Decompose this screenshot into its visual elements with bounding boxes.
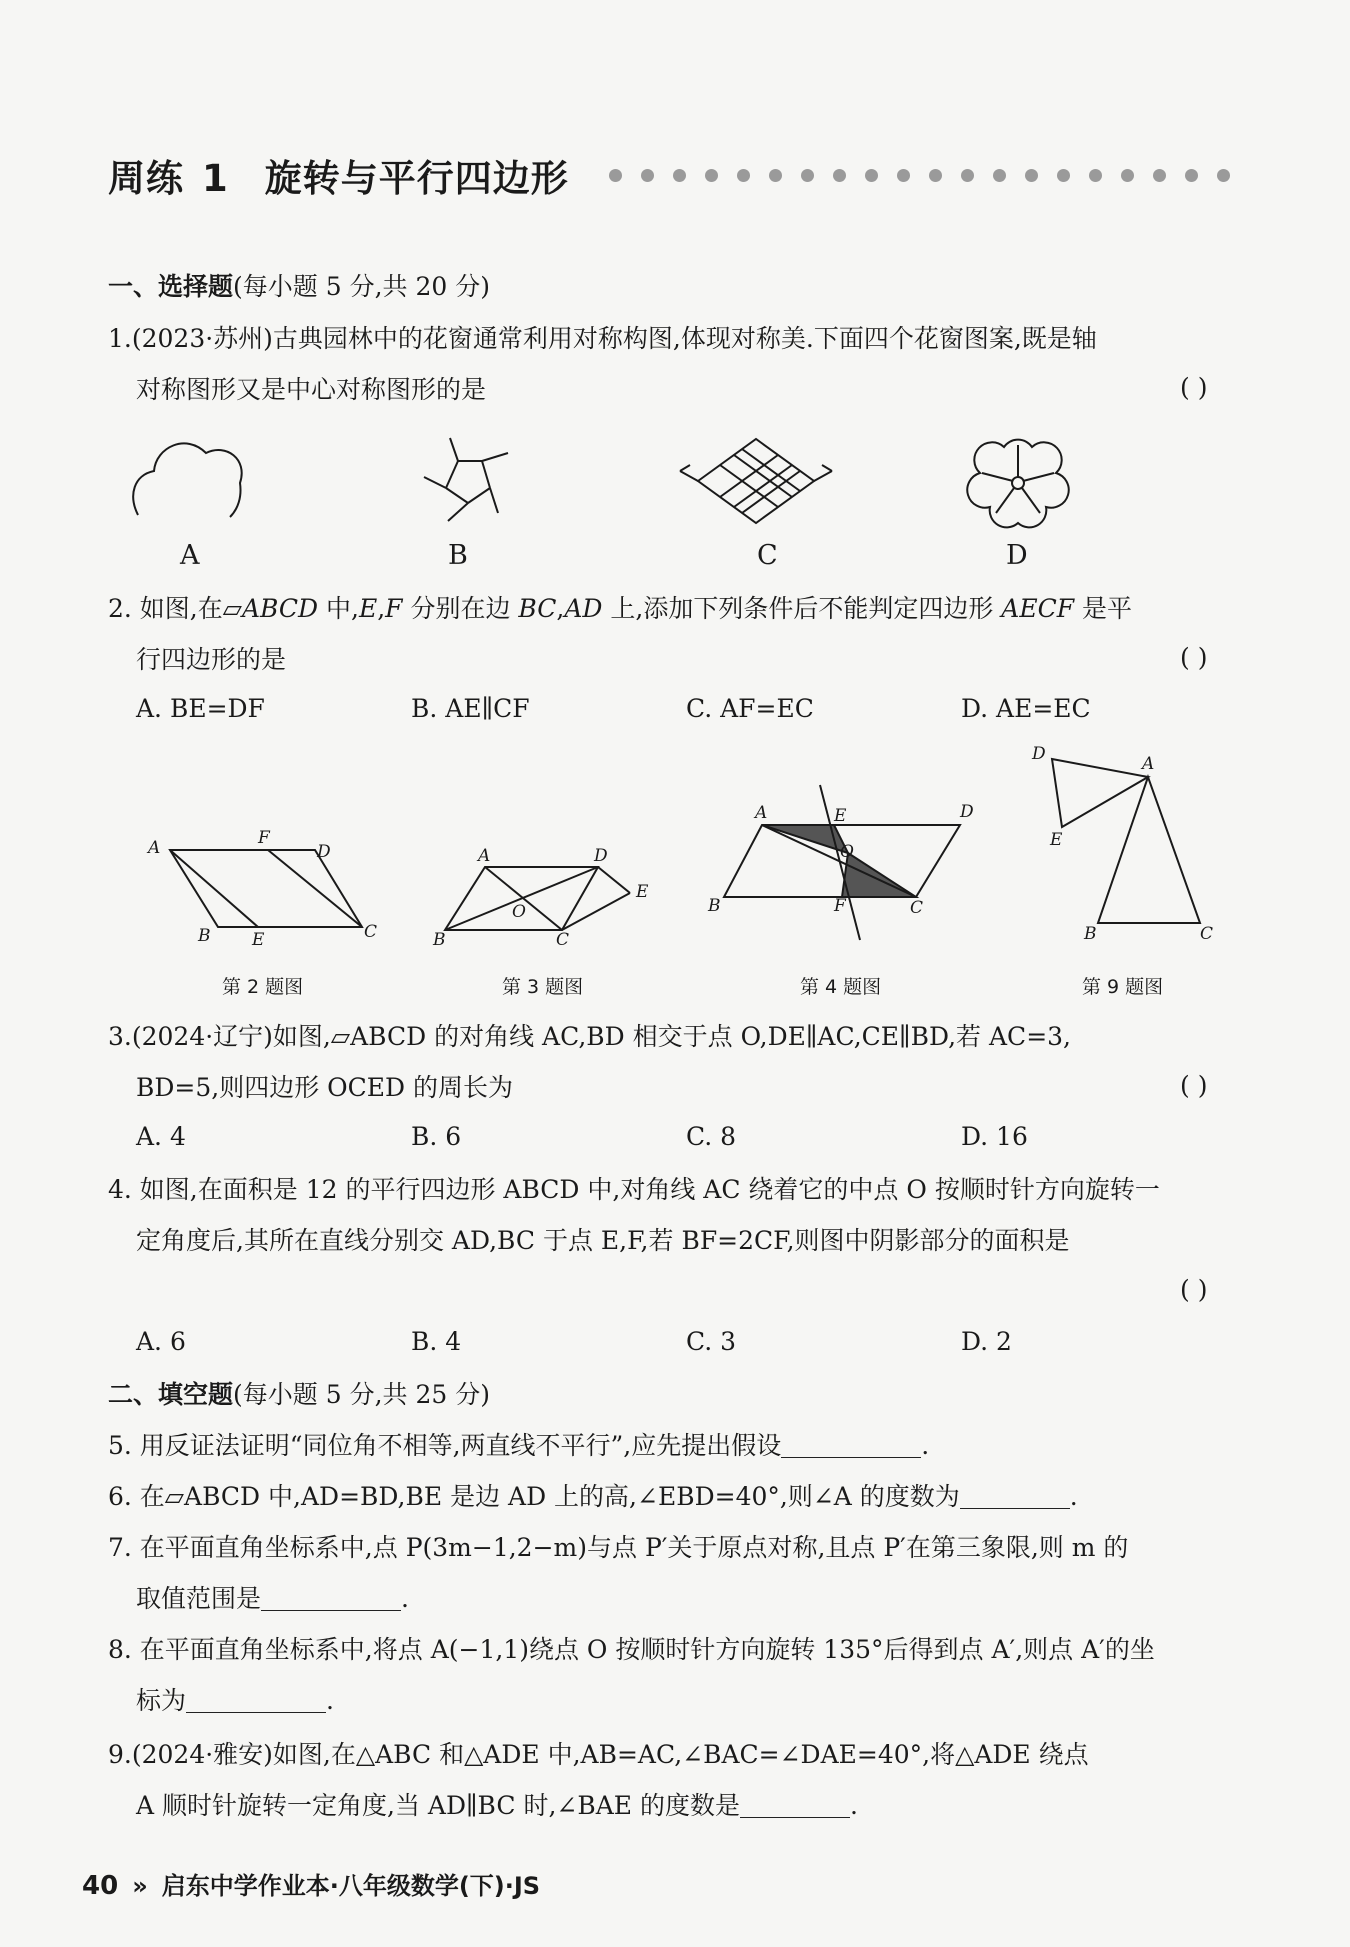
fig3-label-e: E [636, 882, 649, 902]
figure-b-pinwheel [424, 438, 508, 521]
fig9-triangles [1052, 759, 1200, 923]
q7-line2 [136, 1582, 409, 1616]
title-main: 旋转与平行四边形 [264, 157, 569, 200]
q2-option-c[interactable]: C. AF=EC [686, 694, 814, 723]
dot [1185, 169, 1198, 182]
q1-label-a: A [180, 540, 200, 571]
q8-answer-blank[interactable] [186, 1688, 326, 1713]
dot [1121, 169, 1134, 182]
q9-line1: 9.(2024·雅安)如图,在△ABC 和△ADE 中,AB=AC,∠BAC=∠DAE=40°,将△ADE 绕点 [108, 1740, 1089, 1769]
page-number: 40 [82, 1871, 119, 1901]
dot [801, 169, 814, 182]
q4-line2: 定角度后,其所在直线分别交 AD,BC 于点 E,F,若 BF=2CF,则图中阴影部分的面积是 [136, 1226, 1070, 1255]
q3-option-c[interactable]: C. 8 [686, 1122, 737, 1151]
dot [1217, 169, 1230, 182]
q7-answer-blank[interactable] [261, 1586, 401, 1611]
fig9-label-b: B [1084, 924, 1097, 944]
q2-option-b[interactable]: B. AE∥CF [411, 694, 530, 723]
q2-option-a[interactable]: A. BE=DF [136, 694, 265, 723]
q7-line1: 7. 在平面直角坐标系中,点 P(3m−1,2−m)与点 P′关于原点对称,且点 P′在第三象限,则 m 的 [108, 1533, 1129, 1562]
fig3-label-d: D [594, 846, 608, 866]
q2-text: 上,添加下列条件后不能判定四边形 [602, 594, 1002, 623]
q2-option-d[interactable]: D. AE=EC [961, 694, 1091, 723]
fig9-label-c: C [1200, 924, 1214, 944]
fig2-label-a: A [148, 838, 161, 858]
q6-end: . [1069, 1482, 1078, 1511]
dot [769, 169, 782, 182]
q1-line2: 对称图形又是中心对称图形的是 [136, 375, 487, 404]
q2-var: E [358, 594, 378, 623]
q4-option-a[interactable]: A. 6 [136, 1327, 186, 1356]
fig4-caption: 第 4 题图 [800, 976, 882, 998]
q3-option-a[interactable]: A. 4 [136, 1122, 186, 1151]
dot [865, 169, 878, 182]
q2-line1 [108, 592, 1132, 626]
dot [673, 169, 686, 182]
q2-text: , [377, 594, 386, 623]
q2-text: 2. 如图,在▱ [108, 594, 242, 623]
fig4-label-e: E [834, 806, 847, 826]
q1-answer-paren[interactable]: ( ) [1180, 373, 1208, 402]
q2-options [136, 694, 1236, 723]
q7-end: . [401, 1584, 409, 1613]
q7-text: 取值范围是 [136, 1584, 262, 1613]
q3-line2: BD=5,则四边形 OCED 的周长为 [136, 1073, 514, 1102]
fig4-label-d: D [960, 802, 974, 822]
fig4-label-c: C [910, 898, 924, 918]
q4-line1: 4. 如图,在面积是 12 的平行四边形 ABCD 中,对角线 AC 绕着它的中点 O 按顺时针方向旋转一 [108, 1175, 1160, 1204]
q2-var: AD [564, 594, 603, 623]
q4-option-b[interactable]: B. 4 [411, 1327, 462, 1356]
fig3-label-b: B [433, 930, 446, 950]
figure-d-flower [967, 440, 1068, 528]
fig2-label-e: E [252, 930, 265, 950]
q2-text: 分别在边 [402, 594, 519, 623]
q5-text: 5. 用反证法证明“同位角不相等,两直线不平行”,应先提出假设 [108, 1431, 782, 1460]
fig2-caption: 第 2 题图 [222, 976, 304, 998]
q5-line [108, 1429, 929, 1463]
section1-title: 一、选择题 [108, 272, 234, 301]
decorative-dots [609, 169, 1230, 182]
title-prefix: 周练 [108, 157, 184, 200]
q4-option-d[interactable]: D. 2 [961, 1327, 1012, 1356]
q8-line1: 8. 在平面直角坐标系中,将点 A(−1,1)绕点 O 按顺时针方向旋转 135°后得到点 A′,则点 A′的坐 [108, 1635, 1155, 1664]
fig2-label-d: D [317, 842, 331, 862]
q4-answer-paren[interactable]: ( ) [1180, 1275, 1208, 1304]
q8-end: . [326, 1686, 334, 1715]
section1-heading [108, 270, 490, 304]
q1-window-figures [120, 425, 1080, 530]
q1-line1: 1.(2023·苏州)古典园林中的花窗通常利用对称构图,体现对称美.下面四个花窗图案,既是轴 [108, 324, 1097, 353]
q2-var: ABCD [241, 594, 319, 623]
fig4-label-f: F [834, 896, 846, 916]
dot [609, 169, 622, 182]
dot [641, 169, 654, 182]
dot [993, 169, 1006, 182]
fig2-label-f: F [258, 828, 270, 848]
dot [1153, 169, 1166, 182]
q3-option-d[interactable]: D. 16 [961, 1122, 1028, 1151]
fig3-label-o: O [512, 902, 526, 922]
fig2-label-c: C [364, 922, 378, 942]
fig9-label-d: D [1032, 745, 1046, 764]
q5-end: . [921, 1431, 930, 1460]
q2-line2: 行四边形的是 [136, 645, 287, 674]
q2-var: F [385, 594, 403, 623]
q3-options [136, 1122, 1236, 1151]
q3-line1: 3.(2024·辽宁)如图,▱ABCD 的对角线 AC,BD 相交于点 O,DE∥AC,CE∥BD,若 AC=3, [108, 1022, 1071, 1051]
q8-line2 [136, 1684, 334, 1718]
dot [897, 169, 910, 182]
q9-line2 [136, 1789, 858, 1823]
title-row [108, 145, 1328, 205]
fig4-label-o: O [840, 842, 854, 862]
fig9-label-e: E [1050, 830, 1063, 850]
q4-options [136, 1327, 1236, 1356]
dot [1057, 169, 1070, 182]
title-number: 1 [202, 157, 229, 200]
q2-var: BC [518, 594, 557, 623]
q9-answer-blank[interactable] [740, 1793, 850, 1818]
q9-end: . [849, 1791, 858, 1820]
q2-text: , [556, 594, 565, 623]
q9-text: A 顺时针旋转一定角度,当 AD∥BC 时,∠BAE 的度数是 [136, 1791, 740, 1820]
dot [961, 169, 974, 182]
section2-note: (每小题 5 分,共 25 分) [233, 1380, 490, 1409]
fig4-label-b: B [708, 896, 721, 916]
q3-option-b[interactable]: B. 6 [411, 1122, 462, 1151]
fig3-parallelogram [445, 867, 630, 930]
q2-text: 是平 [1074, 594, 1133, 623]
fig2-parallelogram [170, 850, 362, 927]
dot [833, 169, 846, 182]
q6-answer-blank[interactable] [960, 1484, 1070, 1509]
figures-row [140, 745, 1250, 970]
q4-option-c[interactable]: C. 3 [686, 1327, 737, 1356]
q1-label-b: B [448, 540, 468, 571]
figure-c-lattice [680, 439, 832, 523]
section1-note: (每小题 5 分,共 20 分) [233, 272, 490, 301]
dot [1089, 169, 1102, 182]
q1-label-d: D [1006, 540, 1028, 571]
figure-a-cloud [133, 443, 241, 517]
q2-answer-paren[interactable]: ( ) [1180, 643, 1208, 672]
page-footer [82, 1866, 540, 1901]
q8-text: 标为 [136, 1686, 187, 1715]
q1-label-c: C [757, 540, 778, 571]
dot [705, 169, 718, 182]
dot [1025, 169, 1038, 182]
q2-var: AECF [1001, 594, 1075, 623]
footer-book-title: 启东中学作业本·八年级数学(下)·JS [161, 1872, 541, 1900]
dot [929, 169, 942, 182]
chevron-right-icon: » [132, 1872, 148, 1900]
fig3-caption: 第 3 题图 [502, 976, 584, 998]
dot [737, 169, 750, 182]
fig2-label-b: B [198, 926, 211, 946]
q2-text: 中, [318, 594, 359, 623]
q5-answer-blank[interactable] [781, 1433, 921, 1458]
q6-text: 6. 在▱ABCD 中,AD=BD,BE 是边 AD 上的高,∠EBD=40°,则∠A 的度数为 [108, 1482, 960, 1511]
fig9-label-a: A [1142, 754, 1155, 774]
q6-line [108, 1480, 1078, 1514]
fig4-label-a: A [755, 803, 768, 823]
section2-title: 二、填空题 [108, 1380, 234, 1409]
fig9-caption: 第 9 题图 [1082, 976, 1164, 998]
fig3-label-c: C [556, 930, 570, 950]
section2-heading [108, 1378, 490, 1412]
page-title [108, 148, 569, 202]
fig3-label-a: A [478, 846, 491, 866]
q3-answer-paren[interactable]: ( ) [1180, 1071, 1208, 1100]
